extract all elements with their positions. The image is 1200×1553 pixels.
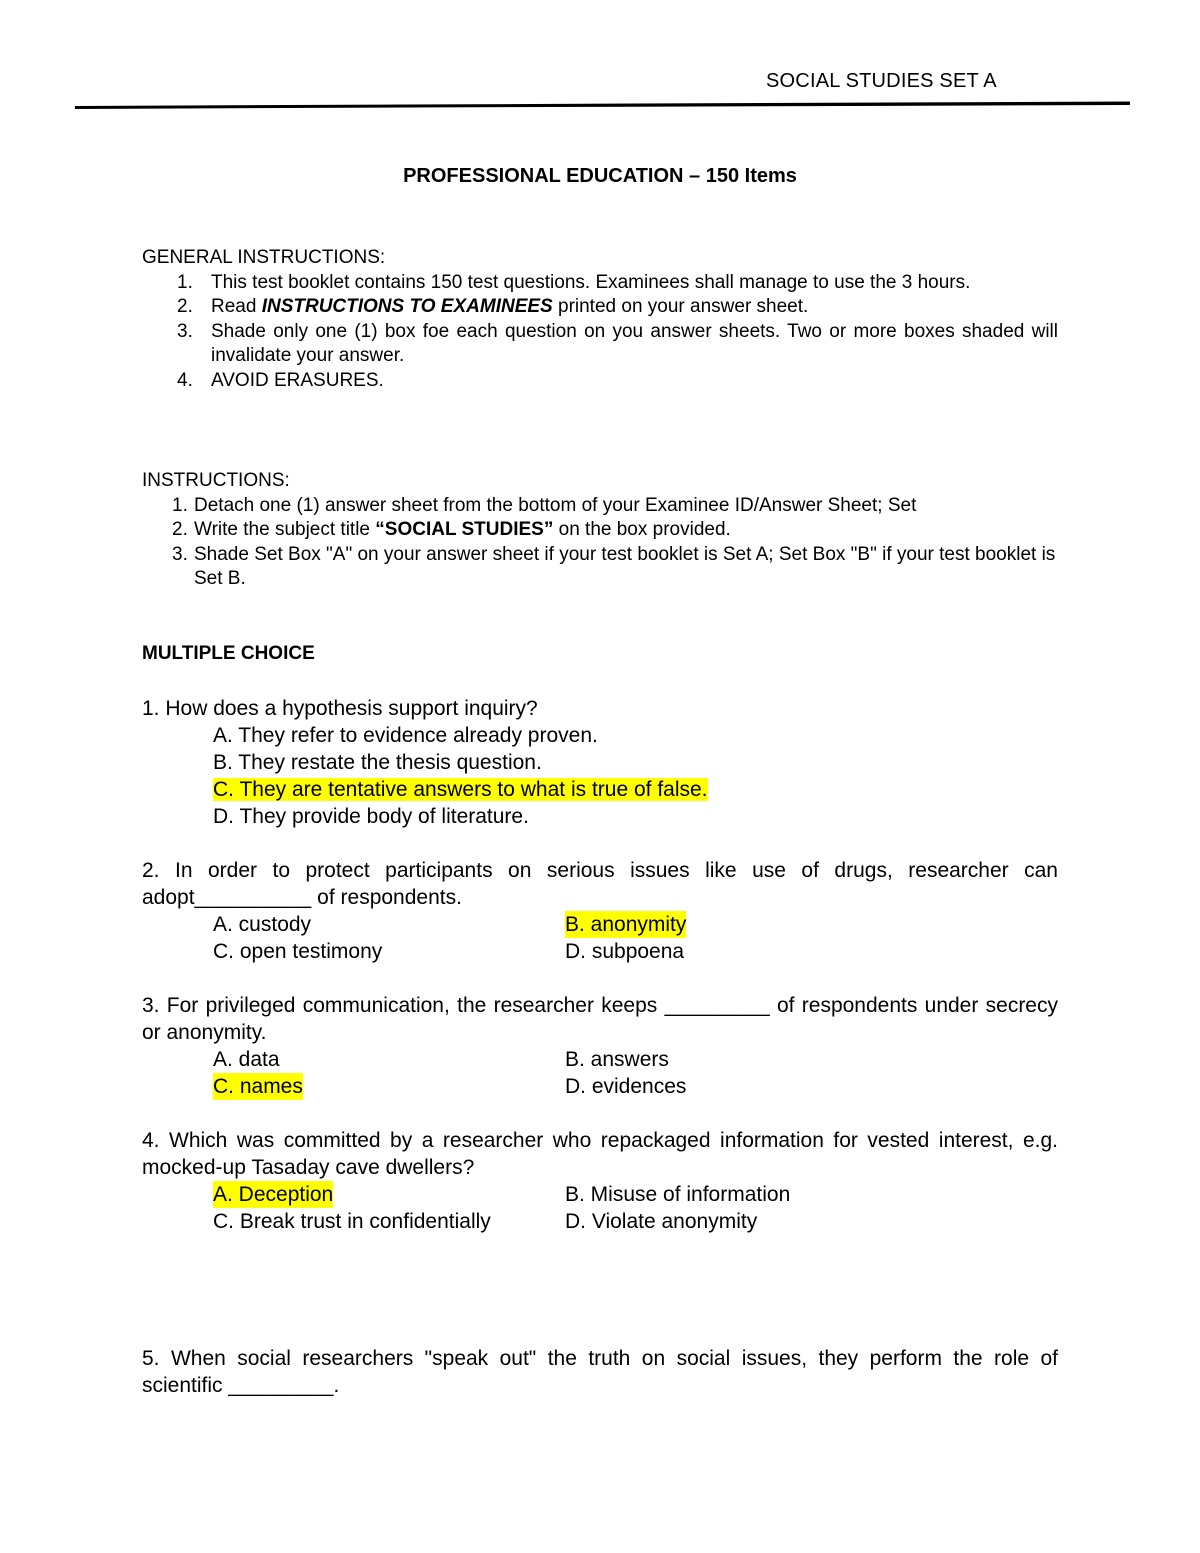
emphasis-text: INSTRUCTIONS TO EXAMINEES (261, 296, 553, 317)
answer-option-b-highlighted: B. anonymity (565, 913, 687, 936)
list-item: 1. Detach one (1) answer sheet from the bottom of your Examinee ID/Answer Sheet; Set (172, 494, 917, 516)
instructions (142, 469, 1058, 592)
answer-option-d: D. They provide body of literature. (213, 805, 529, 828)
header-set-label: SOCIAL STUDIES SET A (766, 70, 997, 92)
answer-option-b: B. They restate the thesis question. (213, 751, 542, 774)
answer-option-c: C. open testimony (213, 940, 383, 963)
list-item: 1. This test booklet contains 150 test questions. Examinees shall manage to use the 3 hours. (177, 271, 971, 293)
multiple-choice-heading: MULTIPLE CHOICE (142, 643, 315, 664)
header-rule (75, 100, 1130, 110)
answer-option-d: D. Violate anonymity (565, 1210, 758, 1233)
answer-option-c: C. Break trust in confidentially (213, 1210, 491, 1233)
answer-option-b: B. Misuse of information (565, 1183, 791, 1206)
question-stem: 1. How does a hypothesis support inquiry? (142, 697, 538, 720)
emphasis-text: “SOCIAL STUDIES” (375, 519, 554, 540)
list-item: 2. Write the subject title “SOCIAL STUDIES” on the box provided. (172, 519, 731, 540)
question-stem: 2. In order to protect participants on serious issues like use of drugs, researcher can adopt__________ of respondents. (142, 859, 1058, 909)
answer-option-b: B. answers (565, 1048, 669, 1071)
list-item: 3. Shade only one (1) box foe each question on you answer sheets. Two or more boxes shaded will invalidate your answer. (177, 320, 1058, 366)
answer-option-d: D. evidences (565, 1075, 687, 1098)
question-2 (142, 857, 1058, 965)
answer-option-d: D. subpoena (565, 940, 685, 963)
instructions-heading: INSTRUCTIONS: (142, 470, 290, 491)
list-item: 2. Read INSTRUCTIONS TO EXAMINEES printed on your answer sheet. (177, 296, 809, 317)
answer-option-c-highlighted: C. names (213, 1075, 303, 1098)
question-1 (142, 695, 1058, 830)
question-stem: 3. For privileged communication, the researcher keeps _________ of respondents under secrecy or anonymity. (142, 994, 1058, 1044)
general-instructions (142, 246, 1058, 393)
question-4 (142, 1127, 1058, 1235)
answer-option-a-highlighted: A. Deception (213, 1183, 334, 1206)
question-stem: 4. Which was committed by a researcher who repackaged information for vested interest, e.g. mocked-up Tasaday cave dwellers? (142, 1129, 1058, 1179)
page-title: PROFESSIONAL EDUCATION – 150 Items (403, 165, 797, 187)
question-stem: 5. When social researchers "speak out" the truth on social issues, they perform the role of scientific _________. (142, 1347, 1058, 1397)
answer-option-c-highlighted: C. They are tentative answers to what is true of false. (213, 778, 708, 801)
list-item: 3. Shade Set Box "A" on your answer sheet if your test booklet is Set A; Set Box "B" if your test booklet is Set B. (172, 543, 1056, 589)
list-item: 4. AVOID ERASURES. (177, 369, 384, 391)
general-instructions-heading: GENERAL INSTRUCTIONS: (142, 247, 386, 268)
answer-option-a: A. custody (213, 913, 312, 936)
question-5 (142, 1345, 1058, 1399)
answer-option-a: A. They refer to evidence already proven. (213, 724, 598, 747)
answer-option-a: A. data (213, 1048, 280, 1071)
question-3 (142, 992, 1058, 1100)
